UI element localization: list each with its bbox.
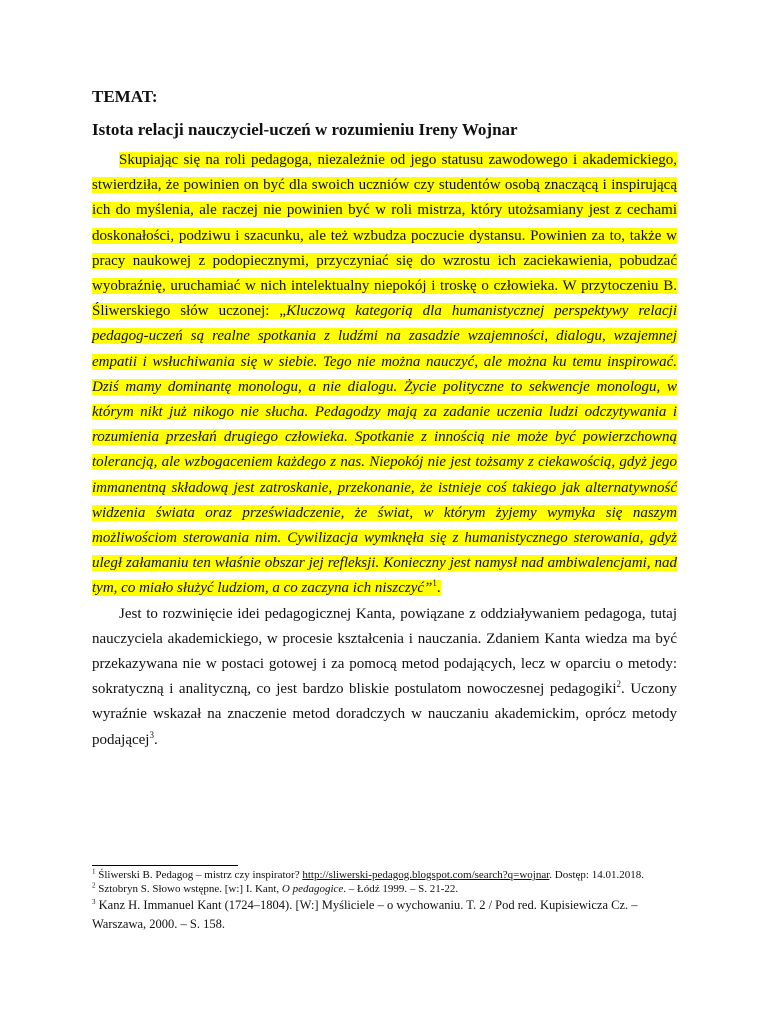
highlighted-text bbox=[92, 152, 677, 596]
footnote-3-text: Kanz H. Immanuel Kant (1724–1804). [W:] Myśliciele – o wychowaniu. T. 2 / Pod red. Kupisiewicza Cz. – Warszawa, 2000. – S. 158. bbox=[92, 898, 638, 931]
heading: TEMAT: bbox=[92, 87, 158, 106]
footnote-ref-3[interactable]: 3 bbox=[149, 729, 154, 740]
paragraph-2-end: . bbox=[153, 731, 158, 748]
footnotes bbox=[92, 865, 682, 934]
footnote-3 bbox=[92, 896, 682, 934]
footnote-1-after: . Dostęp: 14.01.2018. bbox=[549, 869, 644, 881]
document-body bbox=[92, 86, 677, 753]
paragraph-1-lead: Skupiając się na roli pedagoga, niezależnie od jego statusu zawodowego i akademickiego, stwierdziła, że powinien on być dla swoich uczniów czy studentów osobą znaczącą i inspirującą ich do myślenia, ale raczej nie powinien być w roli mistrza, który utożsamiany jest z cechami doskonałości, podziwu i szacunku, ale też wzbudza poczucie dystansu. Powinien za to, także w pracy naukowej z podopiecznymi, przyczyniać się do wzrostu ich zaciekawienia, pobudzać wyobraźnię, uruchamiać w nich intelektualny niepokój i troskę o człowieka. W przytoczeniu B. Śliwerskiego słów uczonej: „ bbox=[92, 152, 677, 320]
footnote-3-number: 3 bbox=[92, 897, 96, 906]
footnote-2-number: 2 bbox=[92, 881, 96, 890]
footnote-ref-1[interactable]: 1 bbox=[432, 578, 437, 589]
quotation: Kluczową kategorią dla humanistycznej perspektywy relacji pedagog-uczeń są realne spotkania z ludźmi na zasadzie wzajemności, dialogu, wzajemnej empatii i wsłuchiwania się w siebie. Tego nie można nauczyć, ale można ku temu inspirować. Dziś mamy dominantę monologu, a nie dialogu. Życie polityczne to sekwencje monologu, w którym nikt już nikogo nie słucha. Pedagodzy mają za zadanie uczenia ludzi odczytywania i rozumienia przesłań drugiego człowieka. Spotkanie z innością nie może być powierzchowną tolerancją, ale wzbogaceniem każdego z nas. Niepokój nie jest tożsamy z ciekawością, gdyż jego immanentną składową jest zatroskanie, przekonanie, że istnieje coś takiego jak alternatywność widzenia świata oraz przeświadczenie, że świat, w którym żyjemy wymyka się naszym możliwościom sterowania nim. Cywilizacja wymknęła się z humanistycznego sterowania, gdyż uległ załamaniu ten właśnie obszar jej refleksji. Konieczny jest namysł nad ambiwalencjami, nad tym, co miało służyć ludziom, a co zaczyna ich niszczyć bbox=[92, 303, 677, 597]
footnote-2-title: O pedagogice bbox=[281, 883, 344, 895]
document-title: Istota relacji nauczyciel-uczeń w rozumieniu Ireny Wojnar bbox=[92, 120, 518, 139]
paragraph-1 bbox=[92, 148, 677, 602]
footnote-1-text: Śliwerski B. Pedagog – mistrz czy inspirator? bbox=[95, 869, 303, 881]
footnote-2 bbox=[92, 882, 682, 896]
paragraph-2 bbox=[92, 602, 677, 753]
paragraph-2-text: Jest to rozwinięcie idei pedagogicznej Kanta, powiązane z oddziaływaniem pedagoga, tutaj nauczyciela akademickiego, w procesie kształcenia i nauczania. Zdaniem Kanta wiedza ma być przekazywana nie w postaci gotowej i za pomocą metod podających, lecz w oparciu o metody: sokratyczną i analityczną, co jest bardzo bliskie postulatom nowoczesnej pedagogiki bbox=[92, 605, 677, 698]
footnote-ref-2[interactable]: 2 bbox=[616, 679, 622, 690]
footnote-2-text: Sztobryn S. Słowo wstępne. [w:] I. Kant, bbox=[95, 883, 282, 895]
paragraph-2-text-2: . Uczony wyraźnie wskazał na znaczenie metod doradczych w nauczaniu akademickim, oprócz metody podającej bbox=[92, 681, 677, 748]
paragraph-1-end: . bbox=[436, 580, 441, 597]
quotation-close: ” bbox=[424, 580, 433, 597]
footnote-1-number: 1 bbox=[92, 867, 96, 876]
footnote-1 bbox=[92, 868, 682, 882]
footnote-separator bbox=[92, 865, 238, 866]
footnote-1-link[interactable]: http://sliwerski-pedagog.blogspot.com/search?q=wojnar bbox=[302, 869, 550, 881]
footnote-2-after: . – Łódź 1999. – S. 21-22. bbox=[343, 883, 459, 895]
